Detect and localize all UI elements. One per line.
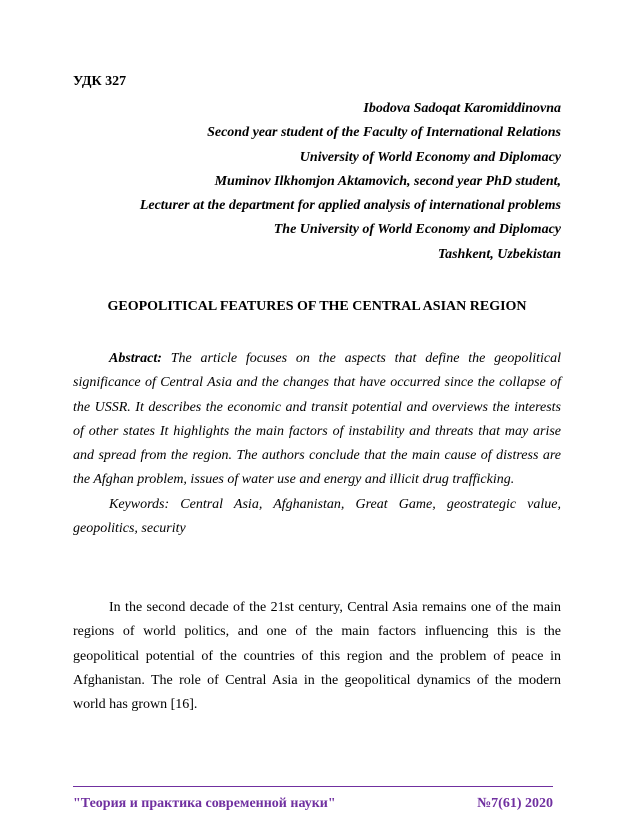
author-line: The University of World Economy and Diplomacy (273, 222, 561, 238)
author-block (73, 97, 561, 267)
udk-code: УДК 327 (73, 74, 127, 89)
article-title: GEOPOLITICAL FEATURES OF THE CENTRAL ASIAN REGION (107, 299, 527, 314)
abstract-text: The article focuses on the aspects that define the geopolitical significance of Central Asia and the changes that have occurred since the collapse of the USSR. It describes the economic and transit potential and overviews the interests of other states It highlights the main factors of instability and threats that may arise and spread from the region. The authors conclude that the main cause of distress are the Afghan problem, issues of water use and energy and illicit drug trafficking. (73, 351, 562, 488)
author-line: Ibodova Sadoqat Karomiddinovna (363, 101, 561, 116)
page-footer (73, 796, 553, 816)
abstract-section (73, 347, 561, 541)
issue-number: №7(61) 2020 (477, 796, 553, 811)
journal-name: "Теория и практика современной науки" (73, 796, 336, 811)
footer-divider (73, 786, 553, 787)
author-line: University of World Economy and Diplomacy (299, 149, 561, 165)
body-paragraph: In the second decade of the 21st century, Central Asia remains one of the main regions of world politics, and one of the main factors influencing this is the geopolitical potential of the countries of this region and the problem of peace in Afghanistan. The role of Central Asia in the geopolitical dynamics of the modern world has grown [16]. (73, 600, 561, 713)
author-line: Tashkent, Uzbekistan (437, 246, 561, 262)
author-line: Second year student of the Faculty of International Relations (207, 125, 561, 141)
keywords: Keywords: Central Asia, Afghanistan, Great Game, geostrategic value, geopolitics, security (73, 496, 561, 537)
author-line: Lecturer at the department for applied analysis of international problems (139, 198, 561, 214)
article-page (73, 0, 561, 820)
author-line: Muminov Ilkhomjon Aktamovich, second year PhD student, (214, 173, 561, 189)
abstract-paragraph (73, 347, 561, 493)
abstract-label: Abstract: (109, 351, 162, 366)
body-text (73, 596, 561, 717)
